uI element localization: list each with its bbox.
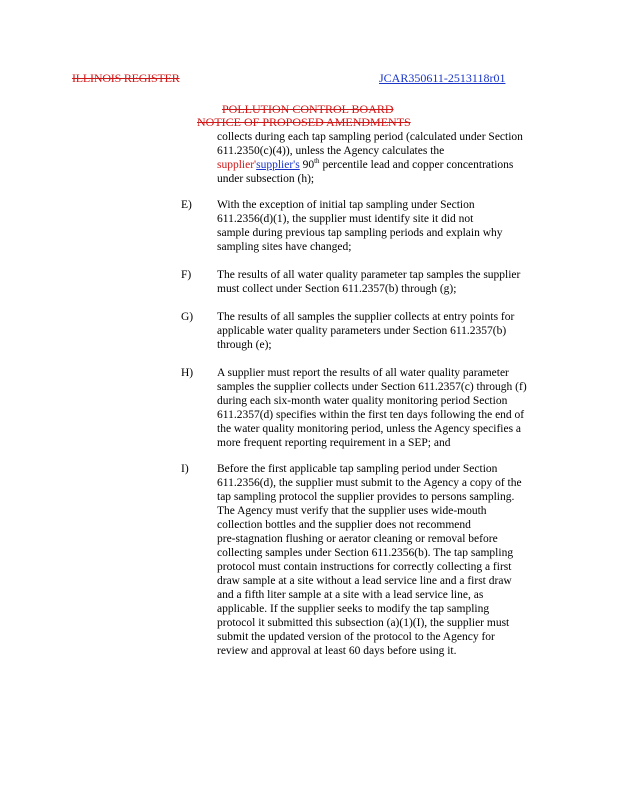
text-line: protocol must contain instructions for correctly collecting a first: [217, 561, 512, 573]
text-line: 611.2356(d), the supplier must submit to the Agency a copy of the: [217, 477, 522, 489]
text-fragment: 90: [299, 159, 315, 171]
text-line: 611.2350(c)(4)), unless the Agency calculates the: [217, 145, 445, 157]
text-line: must collect under Section 611.2357(b) through (g);: [217, 283, 457, 295]
item-letter: E): [181, 199, 192, 211]
text-line: tap sampling protocol the supplier provides to persons sampling.: [217, 491, 515, 503]
item-letter: G): [181, 311, 194, 323]
text-line: during each six-month water quality monitoring period Section: [217, 395, 508, 407]
text-line: pre-stagnation flushing or aerator cleaning or removal before: [217, 533, 498, 545]
text-line: collecting samples under Section 611.2356(b). The tap sampling: [217, 547, 514, 559]
text-line: sample during previous tap sampling periods and explain why: [217, 227, 503, 239]
item-text: [217, 462, 592, 658]
text-line: The Agency must verify that the supplier uses wide-mouth: [217, 505, 487, 517]
text-line: sampling sites have changed;: [217, 241, 352, 253]
item-text: [217, 268, 592, 296]
text-line: A supplier must report the results of all water quality parameter: [217, 367, 509, 379]
deleted-text: supplier': [217, 159, 257, 171]
text-fragment: percentile lead and copper concentrations: [319, 159, 514, 171]
text-line: collection bottles and the supplier does not recommend: [217, 519, 471, 531]
item-text: [217, 198, 592, 254]
text-line: the water quality monitoring period, unless the Agency specifies a: [217, 423, 522, 435]
text-line: With the exception of initial tap sampling under Section: [217, 199, 475, 211]
text-line: [217, 158, 577, 172]
text-line: applicable. If the supplier seeks to modify the tap sampling: [217, 603, 490, 615]
item-letter: F): [181, 269, 192, 281]
text-line: through (e);: [217, 339, 272, 351]
text-line: The results of all samples the supplier collects at entry points for: [217, 311, 515, 323]
text-line: and a fifth liter sample at a site with a lead service line, as: [217, 589, 484, 601]
text-line: Before the first applicable tap sampling period under Section: [217, 463, 498, 475]
text-line: The results of all water quality parameter tap samples the supplier: [217, 269, 521, 281]
inserted-text: supplier's: [256, 159, 300, 171]
register-header: ILLINOIS REGISTER: [72, 71, 180, 85]
item-text: [217, 310, 592, 352]
text-line: samples the supplier collects under Section 611.2357(c) through (f): [217, 381, 527, 393]
board-title: POLLUTION CONTROL BOARD: [222, 102, 394, 116]
text-line: draw sample at a site without a lead service line and a first draw: [217, 575, 512, 587]
text-line: under subsection (h);: [217, 173, 315, 185]
text-line: 611.2357(d) specifies within the first ten days following the end of: [217, 409, 525, 421]
text-line: collects during each tap sampling period (calculated under Section: [217, 131, 523, 143]
continuation-paragraph: [217, 130, 577, 186]
ordinal-suffix: th: [314, 157, 320, 166]
jcar-document-id: JCAR350611-2513118r01: [379, 71, 506, 85]
text-line: more frequent reporting requirement in a SEP; and: [217, 437, 451, 449]
item-letter: H): [181, 367, 194, 379]
text-line: 611.2356(d)(1), the supplier must identify site it did not: [217, 213, 474, 225]
text-line: review and approval at least 60 days before using it.: [217, 645, 457, 657]
text-line: protocol it submitted this subsection (a)(1)(I), the supplier must: [217, 617, 510, 629]
notice-title: NOTICE OF PROPOSED AMENDMENTS: [197, 115, 411, 129]
text-line: applicable water quality parameters under Section 611.2357(b): [217, 325, 507, 337]
item-text: [217, 366, 592, 450]
item-letter: I): [181, 463, 189, 475]
text-line: submit the updated version of the protocol to the Agency for: [217, 631, 495, 643]
